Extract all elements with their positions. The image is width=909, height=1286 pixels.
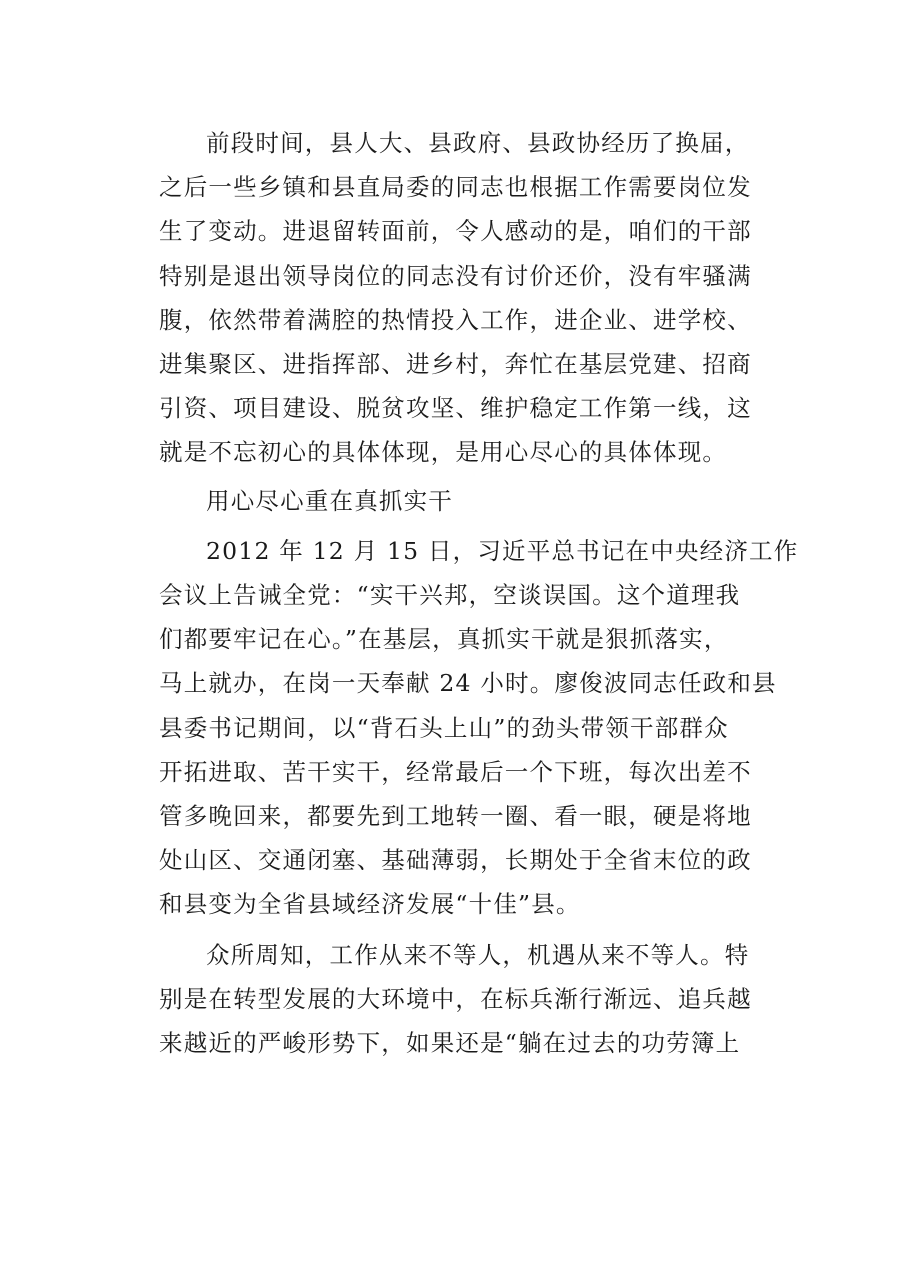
section-heading: 用心尽心重在真抓实干 (206, 486, 453, 515)
paragraph-3-line-2: 别是在转型发展的大环境中，在标兵渐行渐远、追兵越 (159, 984, 752, 1013)
paragraph-2-line-5: 县委书记期间，以“背石头上山”的劲头带领干部群众 (159, 713, 729, 742)
paragraph-1-line-2: 之后一些乡镇和县直局委的同志也根据工作需要岗位发 (159, 173, 752, 202)
paragraph-2 (159, 529, 799, 927)
paragraph-1-line-8: 就是不忘初心的具体体现，是用心尽心的具体体现。 (159, 438, 728, 467)
paragraph-3-line-1: 众所周知，工作从来不等人，机遇从来不等人。特 (206, 940, 750, 969)
paragraph-1-line-4: 特别是退出领导岗位的同志没有讨价还价，没有牢骚满 (159, 261, 752, 290)
paragraph-1-line-1: 前段时间，县人大、县政府、县政协经历了换届， (206, 129, 750, 157)
paragraph-2-line-4: 马上就办，在岗一天奉献 24 小时。廖俊波同志任政和县 (159, 669, 777, 698)
paragraph-2-line-9: 和县变为全省县域经济发展“十佳”县。 (159, 890, 581, 919)
paragraph-1-line-7: 引资、项目建设、脱贫攻坚、维护稳定工作第一线，这 (159, 394, 752, 423)
paragraph-2-line-1: 2012 年 12 月 15 日，习近平总书记在中央经济工作 (206, 536, 799, 565)
paragraph-2-line-3: 们都要牢记在心。”在基层，真抓实干就是狠抓落实， (159, 625, 729, 654)
paragraph-3 (159, 933, 759, 1066)
paragraph-1-line-6: 进集聚区、进指挥部、进乡村，奔忙在基层党建、招商 (159, 350, 752, 379)
paragraph-1 (159, 121, 759, 475)
body-text (159, 121, 799, 1065)
paragraph-1-line-3: 生了变动。进退留转面前，令人感动的是，咱们的干部 (159, 217, 752, 246)
paragraph-3-line-3: 来越近的严峻形势下，如果还是“躺在过去的功劳簿上 (159, 1029, 741, 1058)
paragraph-2-line-6: 开拓进取、苦干实干，经常最后一个下班，每次出差不 (159, 757, 752, 786)
paragraph-2-line-7: 管多晚回来，都要先到工地转一圈、看一眼，硬是将地 (159, 802, 752, 831)
paragraph-1-line-5: 腹，依然带着满腔的热情投入工作，进企业、进学校、 (159, 305, 752, 334)
paragraph-2-line-8: 处山区、交通闭塞、基础薄弱，长期处于全省末位的政 (159, 846, 752, 875)
paragraph-2-line-2: 会议上告诫全党：“实干兴邦，空谈误国。这个道理我 (159, 581, 741, 610)
